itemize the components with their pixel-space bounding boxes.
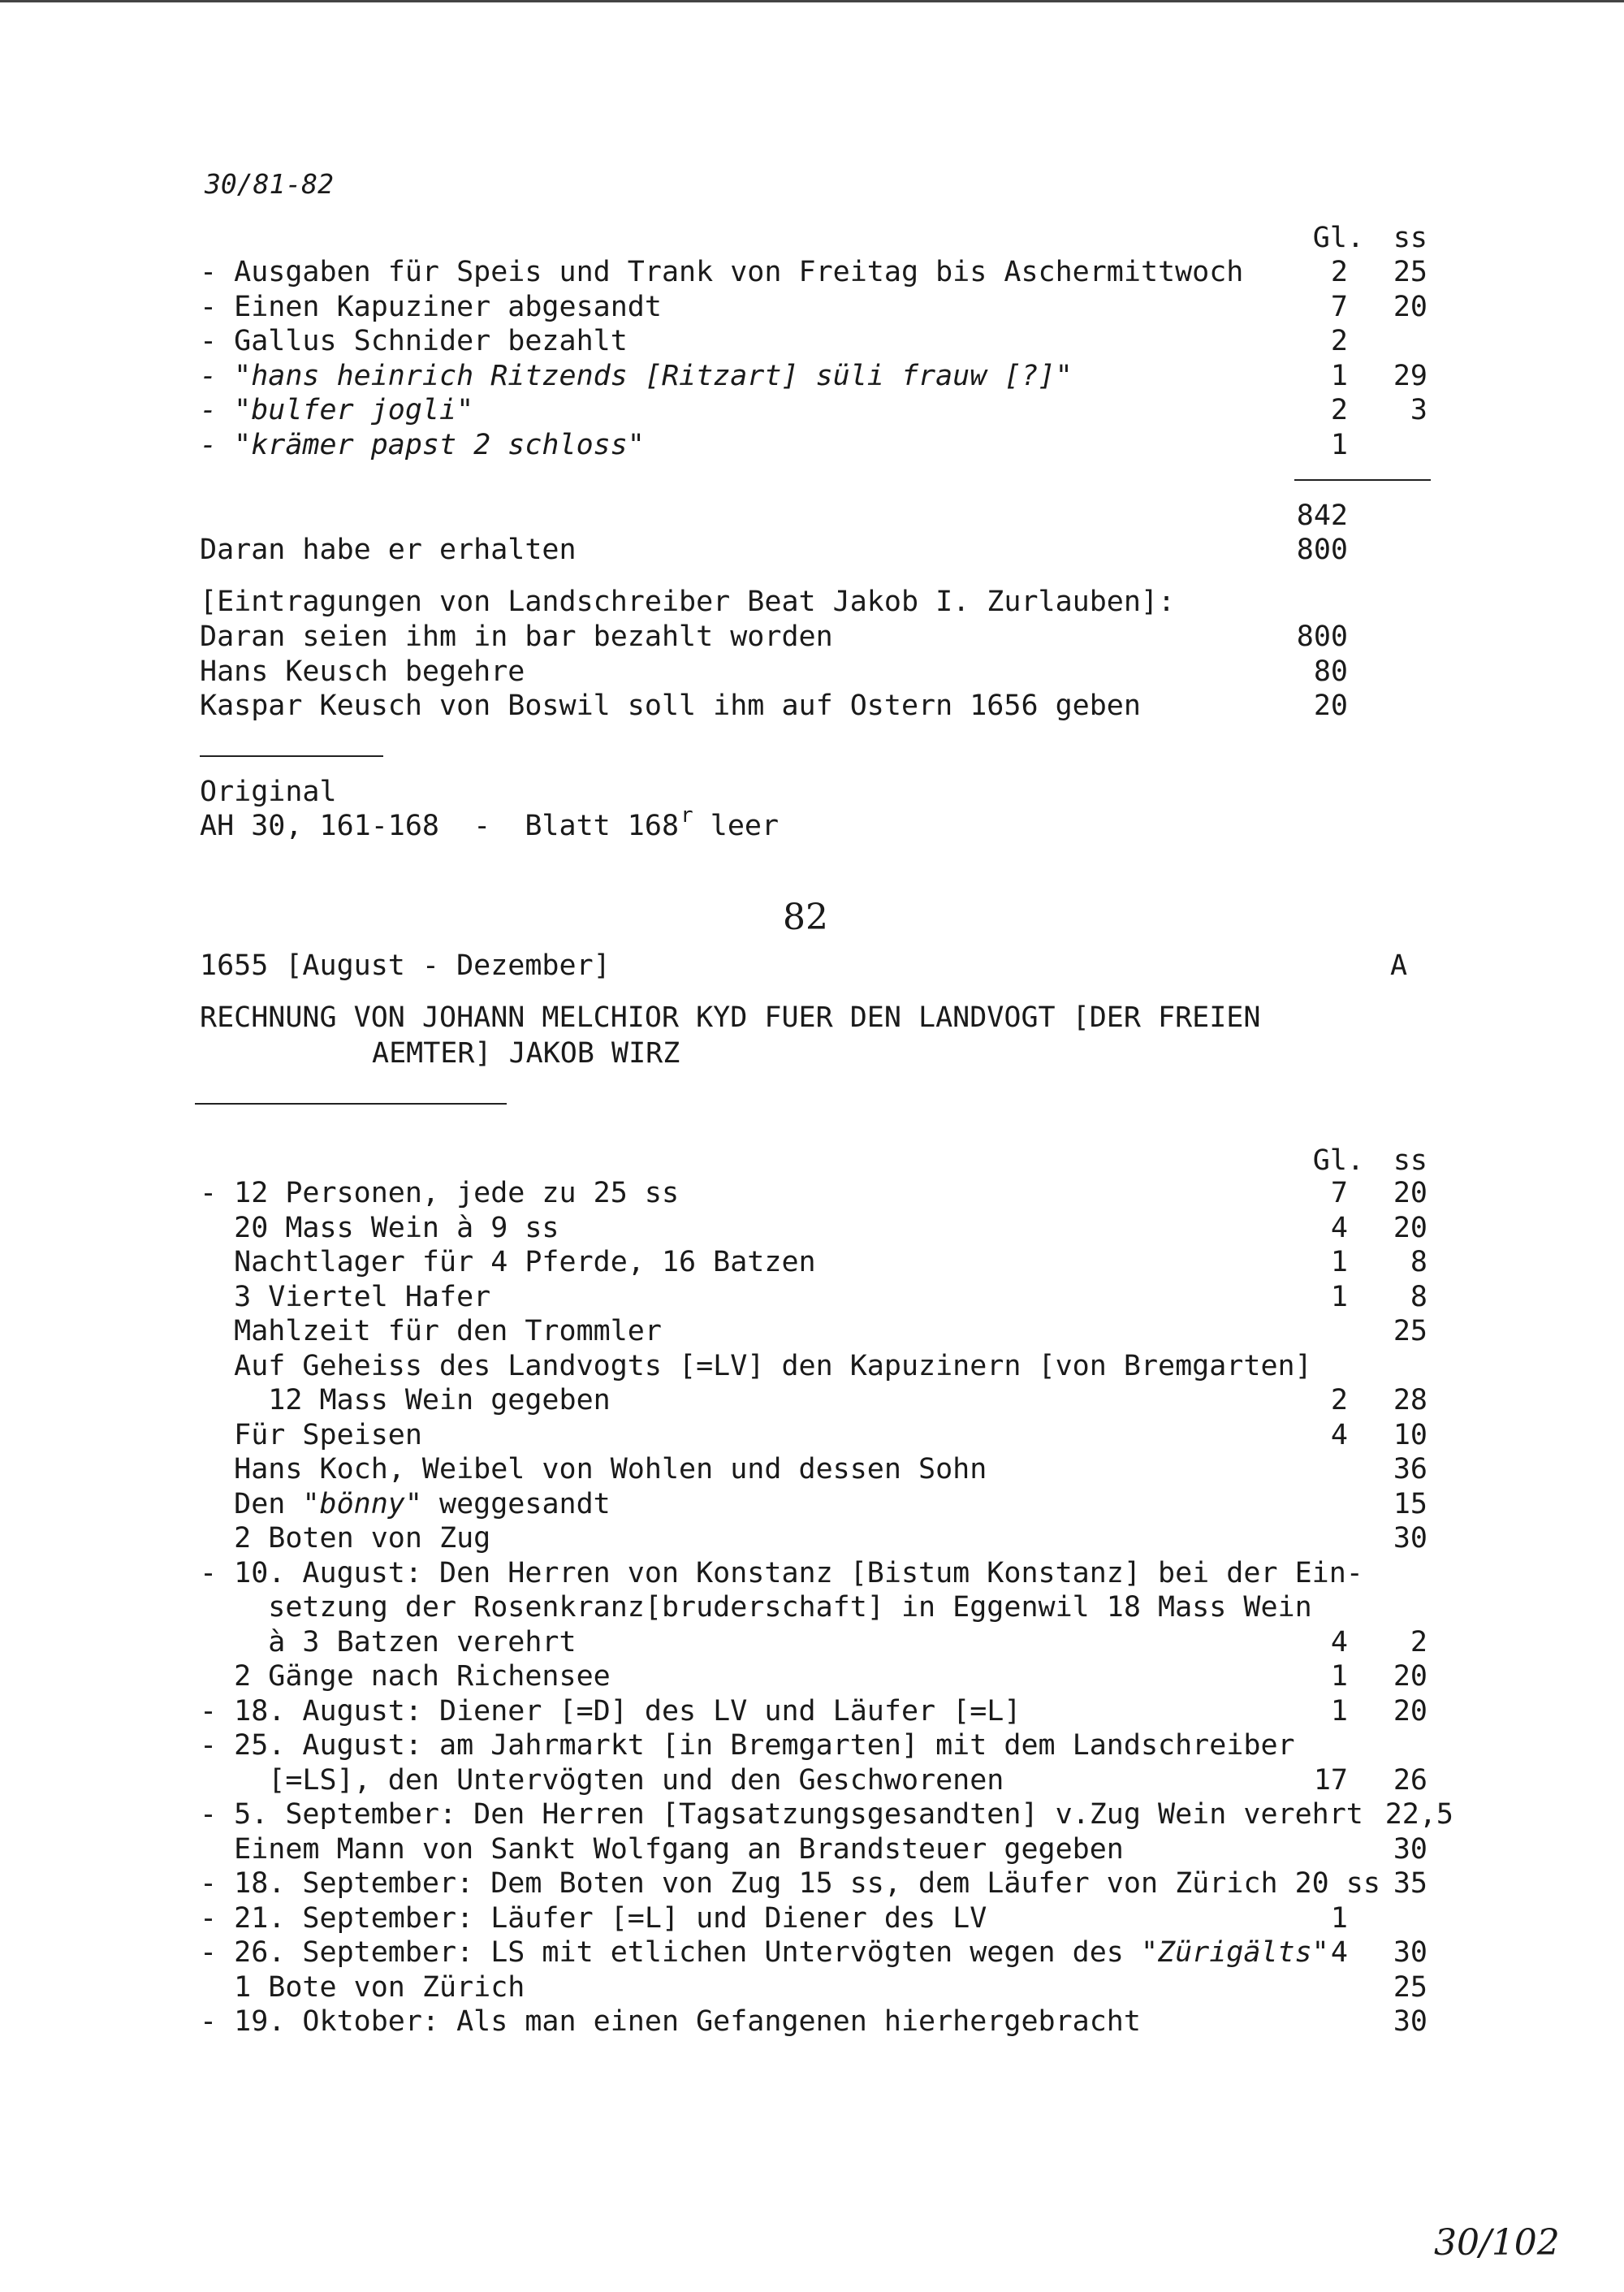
table-row-text: [200, 1832, 1124, 1866]
table-cell-gl: 1: [1330, 1246, 1348, 1278]
document-title-line1: RECHNUNG VON JOHANN MELCHIOR KYD FUER DEN LANDVOGT [DER FREIEN: [200, 1001, 1261, 1034]
top-border: [0, 0, 1624, 2]
table-row-text: [200, 1660, 611, 1693]
row-text: Hans Koch, Weibel von Wohlen und dessen Sohn: [200, 1453, 987, 1485]
row-text: - 25. August: am Jahrmarkt [in Bremgarten] mit dem Landschreiber: [200, 1729, 1295, 1762]
table-cell-gl: 1: [1330, 1660, 1348, 1693]
table-cell-ss: 20: [1393, 1211, 1427, 1244]
document-date: 1655 [August - Dezember]: [200, 949, 611, 982]
table-row-text: [200, 1694, 1021, 1728]
table-row-text: - Einen Kapuziner abgesandt: [200, 290, 662, 323]
row-text: 20 Mass Wein à 9 ss: [200, 1211, 559, 1244]
table-row-text: [200, 1280, 491, 1313]
row-text: - 26. September: LS mit etlichen Untervögten wegen des: [200, 1936, 1141, 1969]
table-cell-ss: 15: [1393, 1487, 1427, 1520]
superscript: r: [680, 803, 693, 828]
source-label: Original: [200, 776, 337, 808]
table-cell-ss: 35: [1393, 1867, 1427, 1900]
table-cell-gl: 4: [1330, 1936, 1348, 1969]
document-reference: 30/81-82: [205, 168, 334, 200]
table-cell-gl: 17: [1313, 1763, 1348, 1797]
row-text: à 3 Batzen verehrt: [200, 1625, 577, 1658]
col-header-gl: Gl.: [1312, 222, 1364, 254]
row-text: Nachtlager für 4 Pferde, 16 Batzen: [200, 1246, 816, 1278]
row-text: - 18. September: Dem Boten von Zug 15 ss, dem Läufer von Zürich 20 ss: [200, 1867, 1380, 1900]
table-cell-ss: 25: [1393, 1315, 1427, 1347]
row-text: - 18. August: Diener [=D] des LV und Läufer [=L]: [200, 1694, 1021, 1728]
row-text: - 10. August: Den Herren von Konstanz [Bistum Konstanz] bei der Ein-: [200, 1556, 1363, 1589]
entries-heading: [Eintragungen von Landschreiber Beat Jakob I. Zurlauben]:: [200, 586, 1176, 618]
table-row-text: [200, 1487, 611, 1520]
row-text-rest: weggesandt: [421, 1487, 611, 1520]
table-row-text: - "krämer papst 2 schloss": [200, 428, 645, 461]
row-quoted-term: "bönny": [302, 1487, 422, 1520]
table-row-text: [200, 1455, 987, 1484]
row-text: - 12 Personen, jede zu 25 ss: [200, 1177, 680, 1209]
table-cell-gl: 1: [1330, 428, 1348, 461]
table-row-text: [200, 1763, 1004, 1797]
table-cell-gl: 1: [1330, 1694, 1348, 1728]
table-cell-ss: 25: [1393, 1970, 1427, 2004]
table-row-text: - Ausgaben für Speis und Trank von Freitag bis Aschermittwoch: [200, 256, 1244, 288]
table-row-text: [200, 1349, 1312, 1382]
table-row-text: - "hans heinrich Ritzends [Ritzart] süli frauw [?]": [200, 359, 1073, 392]
source-ref: AH 30, 161-168 - Blatt 168$^r$ leer: [200, 803, 780, 842]
table-cell-gl: 2: [1330, 394, 1348, 426]
table-row-text: [200, 1386, 611, 1415]
table-row-text: [200, 1729, 1295, 1762]
footnote-rule: [200, 755, 383, 757]
table-cell-ss: 29: [1393, 359, 1427, 392]
row-text: Auf Geheiss des Landvogts [=LV] den Kapuzinern [von Bremgarten]: [200, 1349, 1312, 1382]
marker: A: [1390, 949, 1408, 982]
table-cell-ss: 3: [1410, 394, 1427, 426]
row-text: 12 Mass Wein gegeben: [200, 1384, 611, 1416]
received-label: Daran habe er erhalten: [200, 534, 577, 566]
table-row-text: [200, 1901, 987, 1935]
table-cell-gl: 2: [1330, 1384, 1348, 1416]
table-cell-ss: 20: [1393, 1660, 1427, 1693]
entry-text: Hans Keusch begehre: [200, 655, 525, 688]
table-cell-ss: 2: [1410, 1625, 1427, 1658]
table-row-text: [200, 1591, 1312, 1624]
table-cell-ss: 30: [1393, 1522, 1427, 1555]
table-row-text: [200, 1936, 1329, 1969]
col-header-gl-2: Gl.: [1312, 1144, 1364, 1177]
table-row-text: [200, 1179, 679, 1208]
row-text: Für Speisen: [200, 1418, 422, 1451]
table-cell-gl: 4: [1330, 1625, 1348, 1658]
row-text: setzung der Rosenkranz[bruderschaft] in Eggenwil 18 Mass Wein: [200, 1591, 1312, 1624]
received-value: 800: [1296, 534, 1348, 566]
table-cell-ss: 8: [1410, 1280, 1427, 1313]
row-text: - 5. September: Den Herren [Tagsatzungsgesandten] v.Zug Wein verehrt: [200, 1798, 1363, 1831]
table-row-text: [200, 1625, 577, 1658]
entry-text: Kaspar Keusch von Boswil soll ihm auf Ostern 1656 geben: [200, 690, 1141, 722]
table-row-text: [200, 1248, 816, 1277]
table-cell-gl: 2: [1330, 325, 1348, 357]
row-text: - 19. Oktober: Als man einen Gefangenen hierhergebracht: [200, 2005, 1141, 2038]
table-cell-gl: 4: [1330, 1418, 1348, 1451]
table-cell-ss: 22,5: [1384, 1798, 1453, 1831]
table-cell-gl: 1: [1330, 1901, 1348, 1935]
table-cell-gl: 4: [1330, 1211, 1348, 1244]
row-text: 2 Gänge nach Richensee: [200, 1660, 611, 1693]
table-cell-ss: 36: [1393, 1453, 1427, 1485]
table-cell-ss: 30: [1393, 1936, 1427, 1969]
entry-value: 20: [1313, 690, 1348, 722]
sum-rule: [1294, 479, 1431, 481]
row-text: Einem Mann von Sankt Wolfgang an Brandsteuer gegeben: [200, 1832, 1124, 1866]
row-text: Den: [200, 1487, 303, 1520]
row-text: Mahlzeit für den Trommler: [200, 1315, 662, 1347]
table-row-text: [200, 1211, 559, 1244]
row-text: 1 Bote von Zürich: [200, 1970, 525, 2004]
table-cell-ss: 28: [1393, 1384, 1427, 1416]
table-cell-gl: 2: [1330, 256, 1348, 288]
table-row-text: [200, 1418, 422, 1451]
table-cell-gl: 1: [1330, 1280, 1348, 1313]
row-text: [=LS], den Untervögten und den Geschworenen: [200, 1763, 1004, 1797]
table-cell-ss: 8: [1410, 1246, 1427, 1278]
entry-value: 80: [1313, 655, 1348, 688]
table-row-text: [200, 1317, 662, 1346]
entry-value: 800: [1296, 621, 1348, 653]
document-title-line2: AEMTER] JAKOB WIRZ: [372, 1037, 680, 1070]
table-cell-ss: 26: [1393, 1763, 1427, 1797]
row-text: 2 Boten von Zug: [200, 1522, 491, 1555]
row-text: - 21. September: Läufer [=L] und Diener des LV: [200, 1901, 987, 1935]
sum-total: 842: [1296, 499, 1348, 532]
entry-text: Daran seien ihm in bar bezahlt worden: [200, 621, 833, 653]
table-cell-gl: 7: [1330, 1177, 1348, 1209]
table-cell-ss: 20: [1393, 1177, 1427, 1209]
table-row-text: [200, 1798, 1363, 1831]
table-row-text: [200, 1556, 1363, 1589]
table-row-text: - Gallus Schnider bezahlt: [200, 325, 628, 357]
table-row-text: [200, 2005, 1141, 2038]
col-header-ss: ss: [1393, 222, 1427, 254]
table-cell-ss: 25: [1393, 256, 1427, 288]
table-cell-ss: 20: [1393, 290, 1427, 323]
page-stamp: 30/102: [1434, 2222, 1560, 2264]
table-row-text: [200, 1867, 1380, 1900]
table-row-text: [200, 1970, 525, 2004]
table-cell-ss: 10: [1393, 1418, 1427, 1451]
col-header-ss-2: ss: [1393, 1144, 1427, 1177]
row-text: 3 Viertel Hafer: [200, 1280, 491, 1313]
table-cell-ss: 30: [1393, 2005, 1427, 2038]
document-number: 82: [783, 897, 828, 938]
table-cell-ss: 20: [1393, 1694, 1427, 1728]
table-cell-gl: 1: [1330, 359, 1348, 392]
title-rule: [195, 1103, 507, 1105]
table-row-text: - "bulfer jogli": [200, 394, 474, 426]
row-quoted-term: "Zürigälts": [1140, 1936, 1329, 1969]
table-cell-ss: 30: [1393, 1832, 1427, 1866]
table-row-text: [200, 1524, 490, 1553]
table-cell-gl: 7: [1330, 290, 1348, 323]
